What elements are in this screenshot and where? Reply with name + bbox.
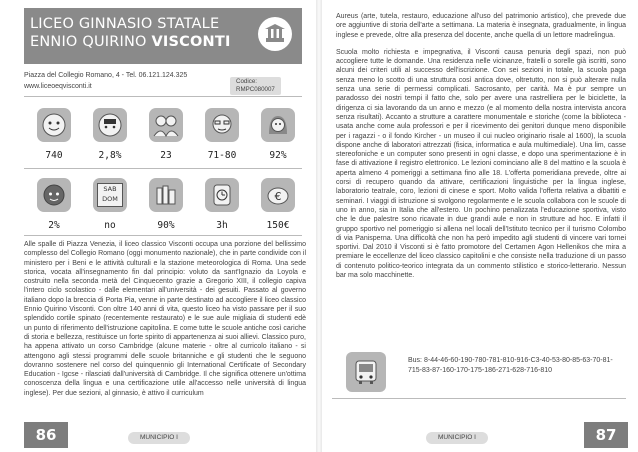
woman-icon bbox=[261, 108, 295, 142]
stat-value: 2,8% bbox=[98, 150, 122, 161]
stat-value: 2% bbox=[48, 220, 60, 231]
euro-icon bbox=[261, 178, 295, 212]
foreign-student-icon bbox=[37, 178, 71, 212]
stat-value: 3h bbox=[216, 220, 228, 231]
school-title-line1: LICEO GINNASIO STATALE bbox=[30, 16, 220, 32]
bus-lines bbox=[408, 356, 624, 375]
school-title-line2 bbox=[30, 33, 231, 51]
school-title-line2-regular: ENNIO QUIRINO bbox=[30, 34, 152, 50]
stat-teacher-age bbox=[198, 108, 246, 161]
stat-books bbox=[142, 178, 190, 231]
school-code-badge bbox=[230, 77, 281, 95]
stat-students bbox=[30, 108, 78, 161]
stat-fee bbox=[254, 178, 302, 231]
school-title-line2-bold: VISCONTI bbox=[151, 34, 231, 50]
left-page bbox=[0, 0, 316, 452]
school-header-band bbox=[24, 8, 302, 64]
municipio-label-left: MUNICIPIO I bbox=[128, 432, 190, 444]
municipio-label-right: MUNICIPIO I bbox=[426, 432, 488, 444]
students-icon bbox=[37, 108, 71, 142]
stat-value: 23 bbox=[160, 150, 172, 161]
stat-dropout bbox=[86, 108, 134, 161]
page-number-left: 86 bbox=[24, 422, 68, 448]
bus-line-numbers: 8-44-46-60-190-780-781-810-916-C3-40-53-80-85-63-70-81-715-83-87-160-170-175-186-271-628-716-810 bbox=[408, 357, 613, 374]
school-address bbox=[24, 70, 187, 92]
stat-value: 740 bbox=[45, 150, 63, 161]
saturday-sign-icon bbox=[93, 178, 127, 212]
stat-value: 92% bbox=[269, 150, 287, 161]
school-code-label: Codice: bbox=[236, 78, 257, 85]
page-number-right: 87 bbox=[584, 422, 628, 448]
school-title bbox=[30, 15, 231, 51]
stat-saturday bbox=[86, 178, 134, 231]
stat-value: 90% bbox=[157, 220, 175, 231]
right-page bbox=[322, 0, 638, 452]
stat-homework bbox=[198, 178, 246, 231]
stat-foreign bbox=[30, 178, 78, 231]
stat-value: 71-80 bbox=[207, 150, 237, 161]
row-divider bbox=[24, 235, 302, 236]
clock-icon bbox=[205, 178, 239, 212]
elderly-icon bbox=[205, 108, 239, 142]
paragraph: Scuola molto richiesta e impegnativa, il Visconti causa penuria degli spazi, non può accogliere tutte le domande. Una residenza nelle vicinanze, fratelli o sorelle già iscritti, sono alcuni dei criteri utili al successo dell'iscrizione. Con sei sezioni in totale, la scuola paga senza meno lo scotto di una struttura così antica dove, oltretutto, non si può alterare nulla senza una serie di permessi complicati. Sacrosanto, per carità. Ma è pur sempre un paradosso dei nostri tempi il fatto che, solo per avere una rastrelliera per le biciclette, la dirigenza ci sia lavorando da un anno e mezzo (e al momento della nostra intervista ancora senza risultati). Accanto a strutture a carattere monumentale e storiche (come la biblioteca - usata anche come aula professori e per il ricevimento dei genitori dunque meno disponibile per i ragazzi - o il fondo Kircher - un museo il cui nucleo originario risale al 1600), la scuola dispone anche di laboratori attrezzati (fisica, informatica e aula multimediale). Una lim, casse stereofoniche e un computer sono presenti in ogni classe, e dopo una sperimentazione è in fase di attivazione il registro elettronico. Le lezioni cominciano alle 8 del mattino e la scuola è aperta almeno 4 pomeriggi a settimana fino alle 18. L'offerta pomeridiana prevede, oltre ai corsi di recupero quando da attivare, certificazioni linguistiche per la lingua inglese, laboratorio teatrale, coro, lezioni di cinese e sport. Molto valida l'offerta relativa a dibattiti e seminari. I viaggi di istruzione si svolgono regolarmente e le scuola collabora con le scuole di uno in anno, sia in Italia che all'estero. Un pochino penalizzata l'educazione sportiva, visto che le due palestre sono ricavate in due grandi aule e non in strutture ad hoc. E infatti il gruppo sportivo nel pomeriggio si allena nel locali dell'Istituto tecnico per il turismo Colombo di via Panisperna. Una difficoltà che non ha però impedito agli studenti di vincere vari tornei sportivi. Dal 2010 il Visconti si è fatto promotore del Certamen Agon Hellenikos che mira a premiare le eccellenze del liceo classico capitolini e che consiste nella traduzione di un passo di contenuto politico-teorico integrata da un commento stilistico e storico-letterario. Nessun bar ma solo macchinette. bbox=[336, 48, 626, 280]
stat-value: no bbox=[104, 220, 116, 231]
no-entry-icon bbox=[93, 108, 127, 142]
sign-line-sab: SAB bbox=[103, 185, 117, 193]
address-line: Piazza del Collegio Romano, 4 - Tel. 06.121.124.325 bbox=[24, 72, 188, 79]
bus-icon bbox=[346, 352, 386, 392]
classical-school-icon bbox=[258, 17, 292, 51]
paragraph: Aureus (arte, tutela, restauro, educazione all'uso del patrimonio artistico), che prevede due ore aggiuntive di storia dell'arte a settimana. La materia è insegnata, gradualmente, in lingua inglese e prevede, oltre alla presenza del docente, anche quella di un lettore madrelingua. bbox=[336, 13, 626, 39]
stat-teachers bbox=[142, 108, 190, 161]
school-description: Alle spalle di Piazza Venezia, il liceo classico Visconti occupa una porzione del bellissimo complesso del Collegio Romano (oggi monumento nazionale), che in parte condivide con il ministero per i Beni e le attività culturali e la stazione meteorologica di Roma. Una sede storica, vocata all'insegnamento fin dal principio: voluto da sant'Ignazio da Loyola e costruito nella seconda metà del Cinquecento grazie a Gregorio XIII, il collegio capiva l'intero ciclo scolastico - dalle elementari all'università - dei gesuiti. Passato al governo italiano dopo la breccia di Porta Pia, venne in parte destinato ad accogliere il liceo classico Ennio Quirino Visconti. Con oltre 140 anni di vita, questo liceo ha visto passare per il suo splendido cortile spinato (recentemente restaurato) e le sue aule migliaia di studenti edè un punto di riferimento dell'istruzione capitolina. E come tutte le scuole antiche così cariche di storia e bellezza, restituisce un forte spirito di appartenenza ai suoi allievi. Classico puro, ha appena attivato un corso Cambridge (alcune materie - oltre al curricolo italiano - si attengono agli stessi programmi delle scuole britanniche e gli studenti che le seguono dovranno sostenere nel corso del quinquennio gli International Certificate of Secondary Education - Igcse - rilasciati dall'università di Cambridge. Il che significa ottenere un'ottima conoscenza della lingua e una certificazione utile all'accesso nelle università di lingua inglese). Per due sezioni, al ginnasio, è attivo il curriculum bbox=[24, 241, 306, 397]
sign-line-dom: DOM bbox=[102, 195, 118, 203]
website-line: www.liceoeqvisconti.it bbox=[24, 83, 92, 90]
divider bbox=[332, 398, 626, 399]
divider bbox=[24, 96, 302, 97]
school-description-continued bbox=[336, 12, 626, 288]
row-divider bbox=[24, 168, 302, 169]
stat-women bbox=[254, 108, 302, 161]
teachers-icon bbox=[149, 108, 183, 142]
stat-value: 150€ bbox=[266, 220, 290, 231]
bus-label: Bus: bbox=[408, 357, 423, 364]
books-icon bbox=[149, 178, 183, 212]
svg-text:€: € bbox=[274, 190, 282, 203]
school-code-value: RMPC080007 bbox=[236, 86, 275, 93]
